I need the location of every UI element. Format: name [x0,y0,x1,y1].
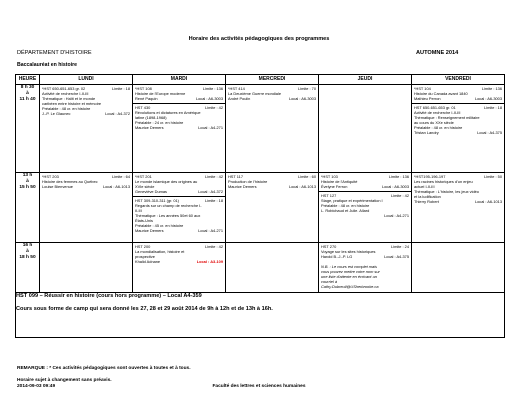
course-note: une liste d'attente en écrivant un [321,274,377,279]
day-cell-jeudi [319,85,412,173]
course-teacher: Louise Bienvenue [42,184,73,189]
course-detail: au cours du XXe siècle [414,119,454,125]
course-block [412,173,504,206]
course-teacher: René Paquin [135,96,158,101]
course-detail: États-Unis [135,217,153,223]
course-room: Local : A4-271 [384,212,409,218]
course-footer [42,184,130,189]
course-note: vous pouvez mettre votre nom sur [321,269,380,274]
course-code: *HST 103 [321,174,338,179]
course-code: *HST195-196-197 [414,174,446,179]
course-code: *HST 104 [414,86,431,91]
day-cell-lundi [40,243,133,293]
course-note: N.B. : Le cours est complet mais [321,264,378,269]
course-room: Local : A6-3003 [195,96,223,101]
course-limit: Limite : 18 [484,104,502,110]
course-code: HST 430 [135,104,151,110]
course-note: Cathy.Dubreuil@USherbrooke.ca [321,284,379,289]
course-teacher: Khalid Adnane [135,259,161,264]
course-footer [42,111,130,116]
course-title: Activité de recherche I-II-III [42,91,89,96]
course-detail: Préalable : 48 cr. en histoire [321,202,370,208]
course-note: courriel à [321,279,338,284]
course-block [412,85,504,104]
course-block [226,173,318,191]
course-block [133,85,225,104]
course-title: Histoire de l'Europe moderne [135,91,186,96]
course-footer [135,259,223,264]
time-slot-row [16,85,505,173]
course-title: Activité de recherche I-II-III [414,109,461,115]
course-footer [135,96,223,101]
schedule-table [15,74,505,338]
day-cell-mercredi [226,173,319,243]
course-block [319,243,411,291]
course-footer [228,184,316,189]
change-notice: Horaire sujet à changement sans préavis. [17,378,112,383]
course-teacher: Évelyne Ferron [321,184,348,189]
course-code: HST 127 [321,192,337,198]
course-room: Local : A4-271 [198,124,223,130]
course-detail: Stage, pratique et expérimentation I [321,197,383,203]
course-footer [414,199,502,204]
course-footer [228,96,316,101]
course-detail: Thématique : Renseignement militaire [414,114,480,120]
course-block [319,173,411,192]
time-slot-row [16,243,505,293]
course-limit: Limite : 136 [481,86,502,91]
course-limit: Limite : 50 [484,174,502,179]
course-limit: Limite : 70 [298,86,316,91]
course-block [133,104,225,132]
course-limit: Limite : 24 [391,244,409,249]
course-title: Histoire du Canada avant 1840 [414,91,468,96]
day-cell-vendredi [412,243,505,293]
hour-cell [16,243,40,293]
course-teacher: Maurice Demers [135,124,164,130]
remark-note: REMARQUE : * Ces activités pédagogiques sont ouvertes à toutes et à tous. [17,366,191,371]
course-teacher: Thierry Robert [414,199,439,204]
course-title: Histoire des femmes au Québec [42,179,98,184]
course-code: HST 270 [321,244,337,249]
course-detail: XVIe siècle [135,184,155,189]
special-course-title: HST 099 – Réussir en histoire (cours hors programme) – Local A4-359 [16,293,202,299]
course-footer [135,189,223,194]
hour-label: à [26,249,29,255]
course-detail: Thématique : L'histoire, les jeux vidéo [414,189,479,194]
course-block [40,173,132,191]
day-cell-jeudi [319,243,412,293]
day-cell-lundi [40,85,133,173]
special-course-cell [16,293,505,338]
course-room: Local : A4-375 [384,254,409,259]
column-header: VENDREDI [412,75,505,85]
course-room: Local : A4-375 [477,129,502,135]
course-detail: prospective [135,254,155,259]
course-block [40,85,132,118]
day-cell-vendredi [412,173,505,243]
course-code: HST 309-310-311 (gr. 01) [135,197,179,203]
course-limit: Limite : 18 [205,197,223,203]
course-limit: Limite : 42 [205,174,223,179]
course-footer [414,130,502,135]
course-title: La Deuxième Guerre mondiale [228,91,281,96]
course-room: Local : A6-1013 [102,184,130,189]
course-detail: et la ludification [414,194,441,199]
course-footer [321,184,409,189]
course-limit: Limite : 64 [112,174,130,179]
course-footer [414,96,502,101]
column-header: LUNDI [40,75,133,85]
course-detail: Préalable : 48 cr. en histoire [42,106,91,111]
course-teacher: Mathieu Perron [414,96,441,101]
course-limit: Limite : 60 [298,174,316,179]
course-teacher: Geneviève Dumas [135,189,168,194]
course-detail: La mondialisation, histoire et [135,249,185,254]
time-slot-row [16,173,505,243]
term-label: AUTOMNE 2014 [416,50,459,56]
course-title: Histoire de l'Antiquité [321,179,358,184]
course-detail: Thématique : Les années 50et 60 aux [135,212,201,218]
special-course-details: Cours sous forme de camp qui sera donné les 27, 28 et 29 août 2014 de 9h à 12h et de 13h à 16h. [16,306,273,313]
hour-label: à [26,179,29,185]
course-block [133,243,225,266]
course-limit: Limite : 136 [202,86,223,91]
course-detail: caribéen entre histoire et mémoire [42,101,102,106]
hour-label: 11 h 40 [19,97,36,103]
course-teacher: Maurice Demers [228,184,257,189]
hour-label: 13 h [22,173,33,178]
day-cell-mardi [133,173,226,243]
course-limit: Limite : 136 [388,174,409,179]
course-detail: Thématique : Haïti et le monde [42,96,96,101]
print-date: 2014-09-03 09:49 [17,384,56,389]
course-block [226,85,318,103]
column-header: MARDI [133,75,226,85]
course-detail: Révolutions et dictatures en Amérique [135,109,201,115]
course-detail: Le monde islamique des origines au [135,179,198,184]
day-cell-mardi [133,85,226,173]
course-block [319,192,411,220]
course-detail: L. Robichaud et Julie. Allard [321,207,370,213]
hour-label: à [26,91,29,97]
course-teacher: Tristan Landry [414,129,439,135]
course-room: Local : A3-109 [196,259,223,264]
course-block [412,104,504,137]
course-detail: latine (1898-1968) [135,114,167,120]
hour-cell [16,173,40,243]
hour-label: 8 h 30 [20,85,35,90]
course-code: HST 117 [228,174,243,179]
course-detail: actuel I-II-III [414,184,435,189]
course-detail: Les racines historiques d'un enjeu [414,179,473,184]
course-detail: Préalable : 24 cr. en histoire [135,119,184,125]
course-teacher: Maurice Demers [135,227,164,233]
course-code: *HST 414 [228,86,245,91]
course-detail: II-III [135,207,142,213]
course-title: Production de l'histoire [228,179,268,184]
course-room: Local : A6-3003 [381,184,409,189]
course-code: *HST 201 [135,174,152,179]
column-header: HEURE [16,75,40,85]
column-header: MERCREDI [226,75,319,85]
course-detail: Voyage sur les sites historiques [321,249,376,254]
course-limit: Limite : 18 [112,86,130,91]
course-code: HST 200 [135,244,151,249]
course-limit: Limite : 42 [205,104,223,110]
course-code: *HST 650-651-653 gr. 02 [42,86,86,91]
course-footer [135,125,223,130]
course-limit: Limite : 42 [391,192,409,198]
page-title: Horaire des activités pédagogiques des programmes [188,36,330,42]
day-cell-vendredi [412,85,505,173]
table-header-row [16,75,505,85]
course-room: Local : A4-271 [198,227,223,233]
special-course-row [16,293,505,338]
course-limit: Limite : 42 [205,244,223,249]
course-room: Local : A4-372 [198,189,223,194]
course-detail: Préalable : 48 cr. en histoire [414,124,463,130]
day-cell-jeudi [319,173,412,243]
course-teacher: J.-P. Le Glaunec [42,111,71,116]
program-name: Baccalauréat en histoire [17,62,77,68]
course-teacher: André Poulin [228,96,251,101]
day-cell-mercredi [226,243,319,293]
faculty-name: Faculté des lettres et sciences humaines [212,384,306,389]
course-code: *HST 203 [42,174,59,179]
course-teacher: Harold B.-J.-P. LG [321,254,353,259]
department-name: DÉPARTEMENT D'HISTOIRE [17,50,92,56]
course-detail: Préalable : 45 cr. en histoire [135,222,184,228]
course-block [133,197,225,235]
day-cell-mercredi [226,85,319,173]
course-block [133,173,225,197]
column-header: JEUDI [319,75,412,85]
course-room: Local : A6-3003 [288,96,316,101]
hour-cell [16,85,40,173]
course-room: Local : A6-1013 [288,184,316,189]
course-room: Local : A6-3003 [474,96,502,101]
hour-label: 16 h [22,243,33,248]
hour-label: 18 h 50 [19,255,36,261]
course-code: HST 650-651-653 gr. 01 [414,104,456,110]
hour-label: 15 h 50 [19,185,36,191]
day-cell-lundi [40,173,133,243]
course-room: Local : A6-1013 [474,199,502,204]
course-code: *HST 108 [135,86,152,91]
course-room: Local : A4-372 [105,111,130,116]
day-cell-mardi [133,243,226,293]
course-footer [321,213,409,218]
course-detail: Regards sur un champ de recherche I- [135,202,202,208]
course-footer [135,228,223,233]
